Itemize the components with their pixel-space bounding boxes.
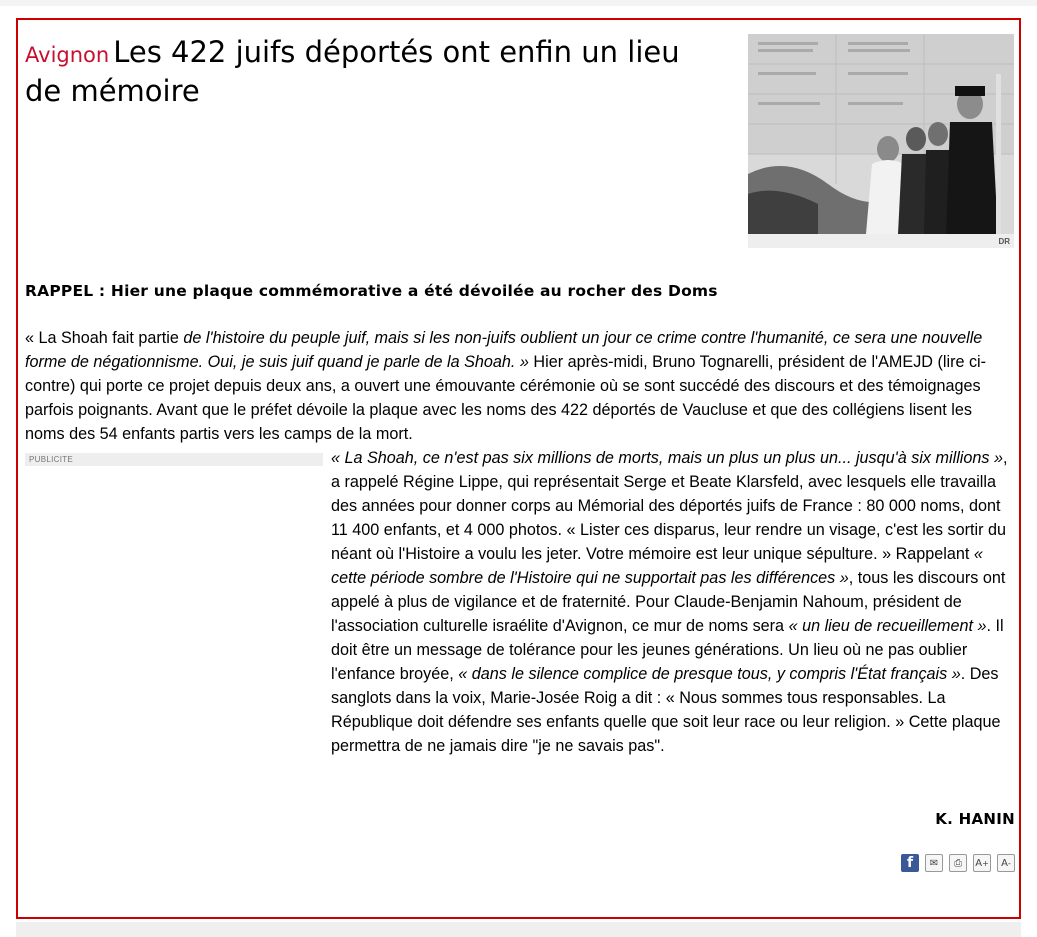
font-decrease-icon[interactable]: A - [997, 854, 1015, 872]
article-body [25, 326, 1015, 758]
headline-text: Les 422 juifs déportés ont enfin un lieu de mémoire [25, 35, 680, 108]
article-photo [748, 34, 1014, 248]
email-icon[interactable]: ✉ [925, 854, 943, 872]
ad-label: PUBLICITE [25, 453, 323, 466]
article-author: K. HANIN [935, 810, 1015, 828]
font-increase-icon[interactable]: A + [973, 854, 991, 872]
ceremony-photo-image [748, 34, 1014, 248]
top-strip [0, 0, 1037, 6]
print-icon[interactable]: ⎙ [949, 854, 967, 872]
article-lead: RAPPEL : Hier une plaque commémorative a été dévoilée au rocher des Doms [25, 282, 718, 300]
photo-credit: DR [998, 237, 1010, 246]
share-toolbar [901, 854, 1015, 872]
body-paragraph-2: « La Shoah, ce n'est pas six millions de morts, mais un plus un plus un... jusqu'à six millions », a rappelé Régine Lippe, qui représentait Serge et Beate Klarsfeld, avec lesquels elle travailla des années pour donner corps au Mémorial des déportés juifs de France : 80 000 noms, dont 11 400 enfants, et 4 000 photos. « Lister ces disparus, leur rendre un visage, c'est les sortir du néant où l'Histoire a voulu les jeter. Votre mémoire est leur unique sépulture. » Rappelant « cette période sombre de l'Histoire qui ne supportait pas les différences », tous les discours ont appelé à plus de vigilance et de fraternité. Pour Claude-Benjamin Nahoum, président de l'association culturelle israélite d'Avignon, ce mur de noms sera « un lieu de recueillement ». Il doit être un message de tolérance pour les jeunes générations. Un lieu où ne pas oublier l'enfance broyée, « dans le silence complice de presque tous, y compris l'État français ». Des sanglots dans la voix, Marie-Josée Roig a dit : « Nous sommes tous responsables. La République doit défendre ses enfants quelle que soit leur race ou leur religion. » Cette plaque permettra de ne jamais dire "je ne savais pas". [331, 449, 1008, 755]
article-frame [16, 18, 1021, 919]
facebook-icon[interactable]: f [901, 854, 919, 872]
advertisement-slot[interactable] [25, 453, 323, 753]
kicker-label: Avignon [25, 43, 110, 67]
article-headline [25, 34, 725, 109]
bottom-strip [16, 922, 1021, 937]
body-paragraph-1: « La Shoah fait partie de l'histoire du peuple juif, mais si les non-juifs oublient un jour ce crime contre l'humanité, ce sera une nouvelle forme de négationnisme. Oui, je suis juif quand je parle de la Shoah. » Hier après-midi, Bruno Tognarelli, président de l'AMEJD (lire ci-contre) qui porte ce projet depuis deux ans, a ouvert une émouvante cérémonie où se sont succédé des discours et des témoignages parfois poignants. Avant que le préfet dévoile la plaque avec les noms des 422 déportés de Vaucluse et que des collégiens lisent les noms des 54 enfants partis vers les camps de la mort. [25, 329, 987, 443]
